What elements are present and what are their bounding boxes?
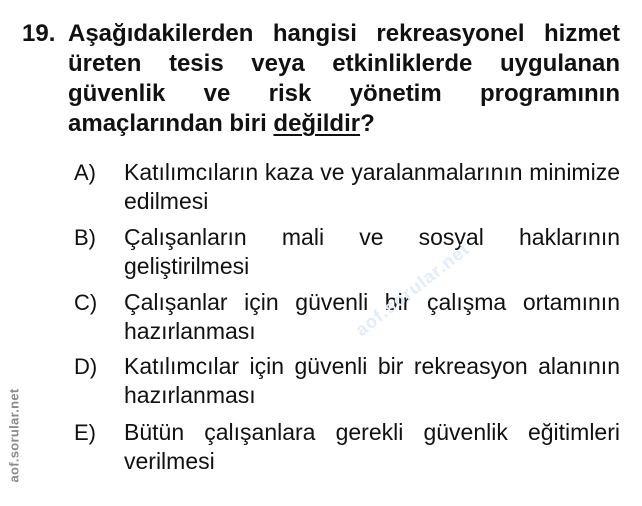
option-text: Çalışanların mali ve sosyal haklarının geliştirilmesi bbox=[124, 224, 620, 279]
option-text: Bütün çalışanlara gerekli güvenlik eğitimleri verilmesi bbox=[124, 419, 620, 474]
option-letter: E) bbox=[74, 420, 96, 445]
option-text: Çalışanlar için güvenli bir çalışma ortamının hazırlanması bbox=[124, 289, 620, 344]
option-letter: D) bbox=[74, 354, 98, 379]
question-stem bbox=[68, 19, 620, 139]
question-mark: ? bbox=[360, 110, 375, 137]
side-watermark: aof.sorular.net bbox=[6, 388, 22, 483]
diagonal-watermark: aof.sorular.net bbox=[351, 238, 474, 340]
option-letter: A) bbox=[74, 160, 96, 185]
option-text: Katılımcıların kaza ve yaralanmalarının minimize edilmesi bbox=[124, 159, 620, 214]
option-letter: C) bbox=[74, 290, 98, 315]
option-letter: B) bbox=[74, 225, 96, 250]
option-text: Katılımcılar için güvenli bir rekreasyon alanının hazırlanması bbox=[124, 353, 620, 408]
question-text: Aşağıdakilerden hangisi rekreasyonel hizmet üreten tesis veya etkinliklerde uygulanan güvenlik ve risk yönetim programının amaçlarından biri bbox=[68, 20, 620, 137]
question-number: 19. bbox=[22, 20, 56, 47]
question-emphasis: değildir bbox=[273, 110, 361, 137]
